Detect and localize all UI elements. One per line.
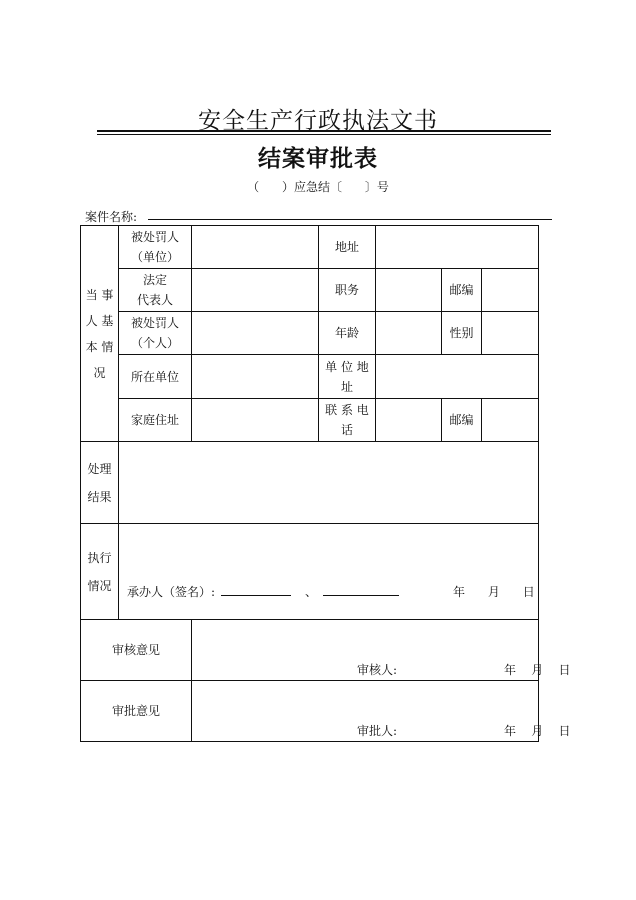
result-field[interactable] [119,442,539,524]
approve-date: 年 月 日 [504,724,571,738]
age-label: 年龄 [319,312,376,355]
address-label: 地址 [319,226,376,269]
handler-signature-line-1[interactable] [221,583,291,596]
individual-penalized-field[interactable] [192,312,319,355]
postcode-field[interactable] [482,269,539,312]
gender-field[interactable] [482,312,539,355]
title-rule-thin [97,134,551,135]
handler-label: 承办人（签名）: [127,585,216,599]
gender-label: 性别 [442,312,482,355]
employer-label: 所在单位 [119,355,192,399]
position-field[interactable] [376,269,442,312]
execution-date: 年 月 日 [453,585,535,599]
position-label: 职务 [319,269,376,312]
unit-penalized-field[interactable] [192,226,319,269]
approval-form-table [80,225,571,742]
execution-header: 执行 情况 [81,524,119,620]
review-opinion-header: 审核意见 [81,620,192,681]
document-number: （ ）应急结〔 〕号 [247,180,389,194]
postcode2-label: 邮编 [442,399,482,442]
case-name-label: 案件名称: [85,210,138,224]
review-date: 年 月 日 [504,663,571,677]
legal-rep-field[interactable] [192,269,319,312]
handler-signature-line-2[interactable] [323,583,399,596]
employer-address-label: 单 位 地 址 [319,355,376,399]
home-address-label: 家庭住址 [119,399,192,442]
home-address-field[interactable] [192,399,319,442]
execution-field[interactable] [119,524,539,620]
review-opinion-field[interactable] [192,620,571,681]
approve-opinion-header: 审批意见 [81,681,192,742]
form-title: 结案审批表 [258,145,378,172]
result-header: 处理 结果 [81,442,119,524]
phone-label: 联 系 电 话 [319,399,376,442]
case-name-line[interactable] [148,219,552,220]
age-field[interactable] [376,312,442,355]
employer-address-field[interactable] [376,355,539,399]
individual-penalized-label: 被处罚人 （个人） [119,312,192,355]
unit-penalized-label: 被处罚人 （单位） [119,226,192,269]
handler-separator: 、 [305,585,318,599]
postcode-label: 邮编 [442,269,482,312]
approve-opinion-field[interactable] [192,681,571,742]
address-field[interactable] [376,226,539,269]
postcode2-field[interactable] [482,399,539,442]
title-rule-thick [97,130,551,132]
reviewer-label: 审核人: [357,663,398,677]
phone-field[interactable] [376,399,442,442]
legal-rep-label: 法定 代表人 [119,269,192,312]
approver-label: 审批人: [357,724,398,738]
document-title: 安全生产行政执法文书 [198,108,438,134]
party-info-header: 当 事 人 基 本 情 况 [81,226,119,442]
employer-field[interactable] [192,355,319,399]
